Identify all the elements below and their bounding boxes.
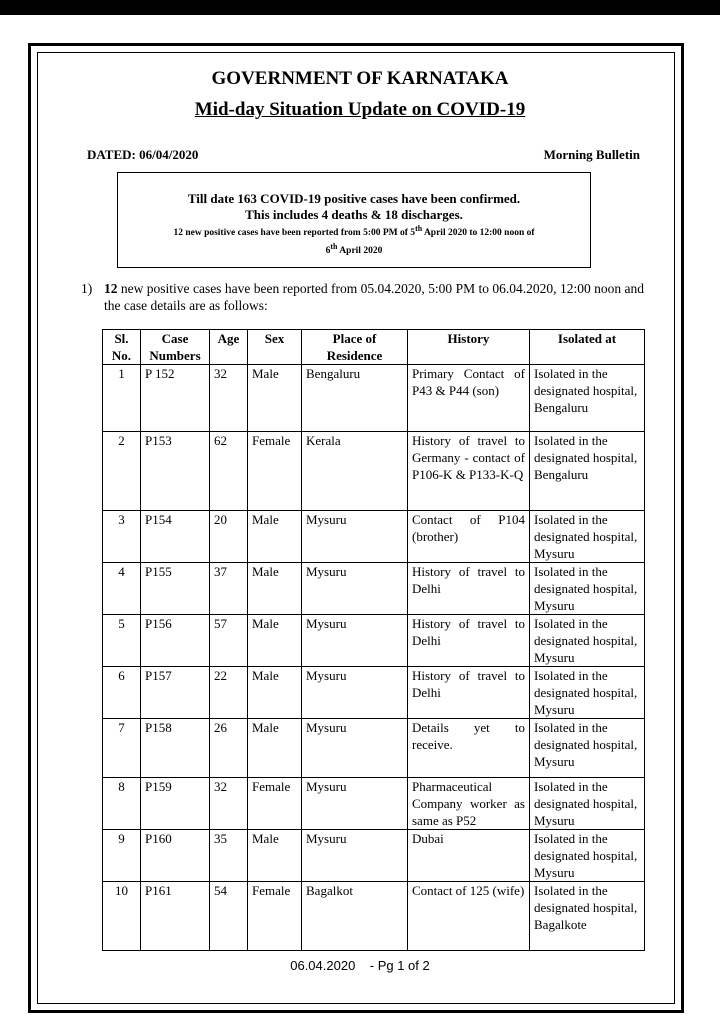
cell-age: 32: [210, 365, 248, 432]
document-title: GOVERNMENT OF KARNATAKA: [211, 68, 509, 89]
cell-age: 37: [210, 563, 248, 615]
cell-isolated: Isolated in the designated hospital, Mysuru: [530, 511, 645, 563]
cell-case: P157: [141, 667, 210, 719]
cell-sl: 1: [103, 365, 141, 432]
cell-isolated: Isolated in the designated hospital, Mysuru: [530, 667, 645, 719]
cell-sl: 7: [103, 719, 141, 778]
table-row: [103, 830, 645, 882]
header-age: Age: [210, 330, 248, 365]
header-sex: Sex: [248, 330, 302, 365]
cell-history: Contact of 125 (wife): [408, 882, 530, 951]
summary-line-1: Till date 163 COVID-19 positive cases have been confirmed.: [187, 191, 521, 206]
cell-case: P155: [141, 563, 210, 615]
cell-age: 54: [210, 882, 248, 951]
cell-sex: Male: [248, 615, 302, 667]
cell-sex: Male: [248, 719, 302, 778]
cell-sex: Female: [248, 778, 302, 830]
cell-sl: 6: [103, 667, 141, 719]
footer-date: 06.04.2020: [290, 958, 356, 973]
cases-table: [102, 329, 645, 951]
cell-sex: Male: [248, 830, 302, 882]
cell-place: Mysuru: [302, 511, 408, 563]
cell-case: P160: [141, 830, 210, 882]
cell-place: Bagalkot: [302, 882, 408, 951]
intro-text: 12 new positive cases have been reported from 05.04.2020, 5:00 PM to 06.04.2020, 12:00 noon and the case details are as follows:: [104, 281, 644, 313]
cell-history: History of travel to Delhi: [408, 563, 530, 615]
intro-number: 1): [81, 281, 93, 296]
table-row: [103, 882, 645, 951]
cell-case: P159: [141, 778, 210, 830]
cell-case: P153: [141, 432, 210, 511]
cell-sl: 9: [103, 830, 141, 882]
cell-age: 35: [210, 830, 248, 882]
cell-place: Mysuru: [302, 830, 408, 882]
cell-isolated: Isolated in the designated hospital, Mysuru: [530, 778, 645, 830]
table-row: [103, 563, 645, 615]
table-row: [103, 365, 645, 432]
cell-isolated: Isolated in the designated hospital, Mysuru: [530, 830, 645, 882]
cell-isolated: Isolated in the designated hospital, Bengaluru: [530, 365, 645, 432]
cell-history: Pharmaceutical Company worker as same as P52: [408, 778, 530, 830]
cell-history: Details yet to receive.: [408, 719, 530, 778]
cell-place: Mysuru: [302, 563, 408, 615]
top-black-bar: [0, 0, 720, 15]
summary-line-3: 12 new positive cases have been reported from 5:00 PM of 5th April 2020 to 12:00 noon of 6th April 2020: [173, 224, 535, 257]
footer-page-number: - Pg 1 of 2: [369, 958, 430, 973]
cell-sex: Female: [248, 882, 302, 951]
table-row: [103, 667, 645, 719]
cell-case: P156: [141, 615, 210, 667]
cell-place: Mysuru: [302, 719, 408, 778]
cell-case: P 152: [141, 365, 210, 432]
cell-sex: Male: [248, 563, 302, 615]
cell-sl: 8: [103, 778, 141, 830]
cell-sex: Female: [248, 432, 302, 511]
cell-isolated: Isolated in the designated hospital, Bengaluru: [530, 432, 645, 511]
table-row: [103, 432, 645, 511]
cell-sl: 4: [103, 563, 141, 615]
cell-sl: 3: [103, 511, 141, 563]
cell-age: 22: [210, 667, 248, 719]
cell-age: 62: [210, 432, 248, 511]
cell-sex: Male: [248, 511, 302, 563]
header-history: History: [408, 330, 530, 365]
cell-sl: 2: [103, 432, 141, 511]
table-row: [103, 778, 645, 830]
document-subtitle: Mid-day Situation Update on COVID-19: [194, 99, 526, 120]
table-row: [103, 615, 645, 667]
cell-sl: 5: [103, 615, 141, 667]
cell-case: P158: [141, 719, 210, 778]
cell-history: Contact of P104 (brother): [408, 511, 530, 563]
cell-age: 57: [210, 615, 248, 667]
cell-isolated: Isolated in the designated hospital, Mysuru: [530, 563, 645, 615]
cell-isolated: Isolated in the designated hospital, Mysuru: [530, 719, 645, 778]
table-row: [103, 719, 645, 778]
bulletin-label: Morning Bulletin: [543, 147, 640, 162]
cell-place: Mysuru: [302, 778, 408, 830]
cell-case: P154: [141, 511, 210, 563]
header-isolated-at: Isolated at: [530, 330, 645, 365]
cell-history: History of travel to Delhi: [408, 667, 530, 719]
table-header-row: [103, 330, 645, 365]
cell-sex: Male: [248, 365, 302, 432]
cell-history: Dubai: [408, 830, 530, 882]
cell-isolated: Isolated in the designated hospital, Mysuru: [530, 615, 645, 667]
cell-isolated: Isolated in the designated hospital, Bagalkote: [530, 882, 645, 951]
cell-sex: Male: [248, 667, 302, 719]
cell-sl: 10: [103, 882, 141, 951]
cell-age: 20: [210, 511, 248, 563]
header-place-of-residence: Place of Residence: [302, 330, 408, 365]
page-footer: [0, 958, 720, 973]
cell-history: History of travel to Germany - contact of P106-K & P133-K-Q: [408, 432, 530, 511]
header-case-numbers: Case Numbers: [141, 330, 210, 365]
summary-line-2: This includes 4 deaths & 18 discharges.: [245, 207, 463, 222]
cell-case: P161: [141, 882, 210, 951]
cell-place: Mysuru: [302, 667, 408, 719]
cell-history: History of travel to Delhi: [408, 615, 530, 667]
header-sl-no: Sl. No.: [103, 330, 141, 365]
cell-age: 26: [210, 719, 248, 778]
cell-age: 32: [210, 778, 248, 830]
cell-place: Kerala: [302, 432, 408, 511]
cell-history: Primary Contact of P43 & P44 (son): [408, 365, 530, 432]
cell-place: Bengaluru: [302, 365, 408, 432]
cell-place: Mysuru: [302, 615, 408, 667]
dated-label: DATED: 06/04/2020: [87, 147, 199, 162]
summary-box: [117, 172, 591, 268]
table-row: [103, 511, 645, 563]
